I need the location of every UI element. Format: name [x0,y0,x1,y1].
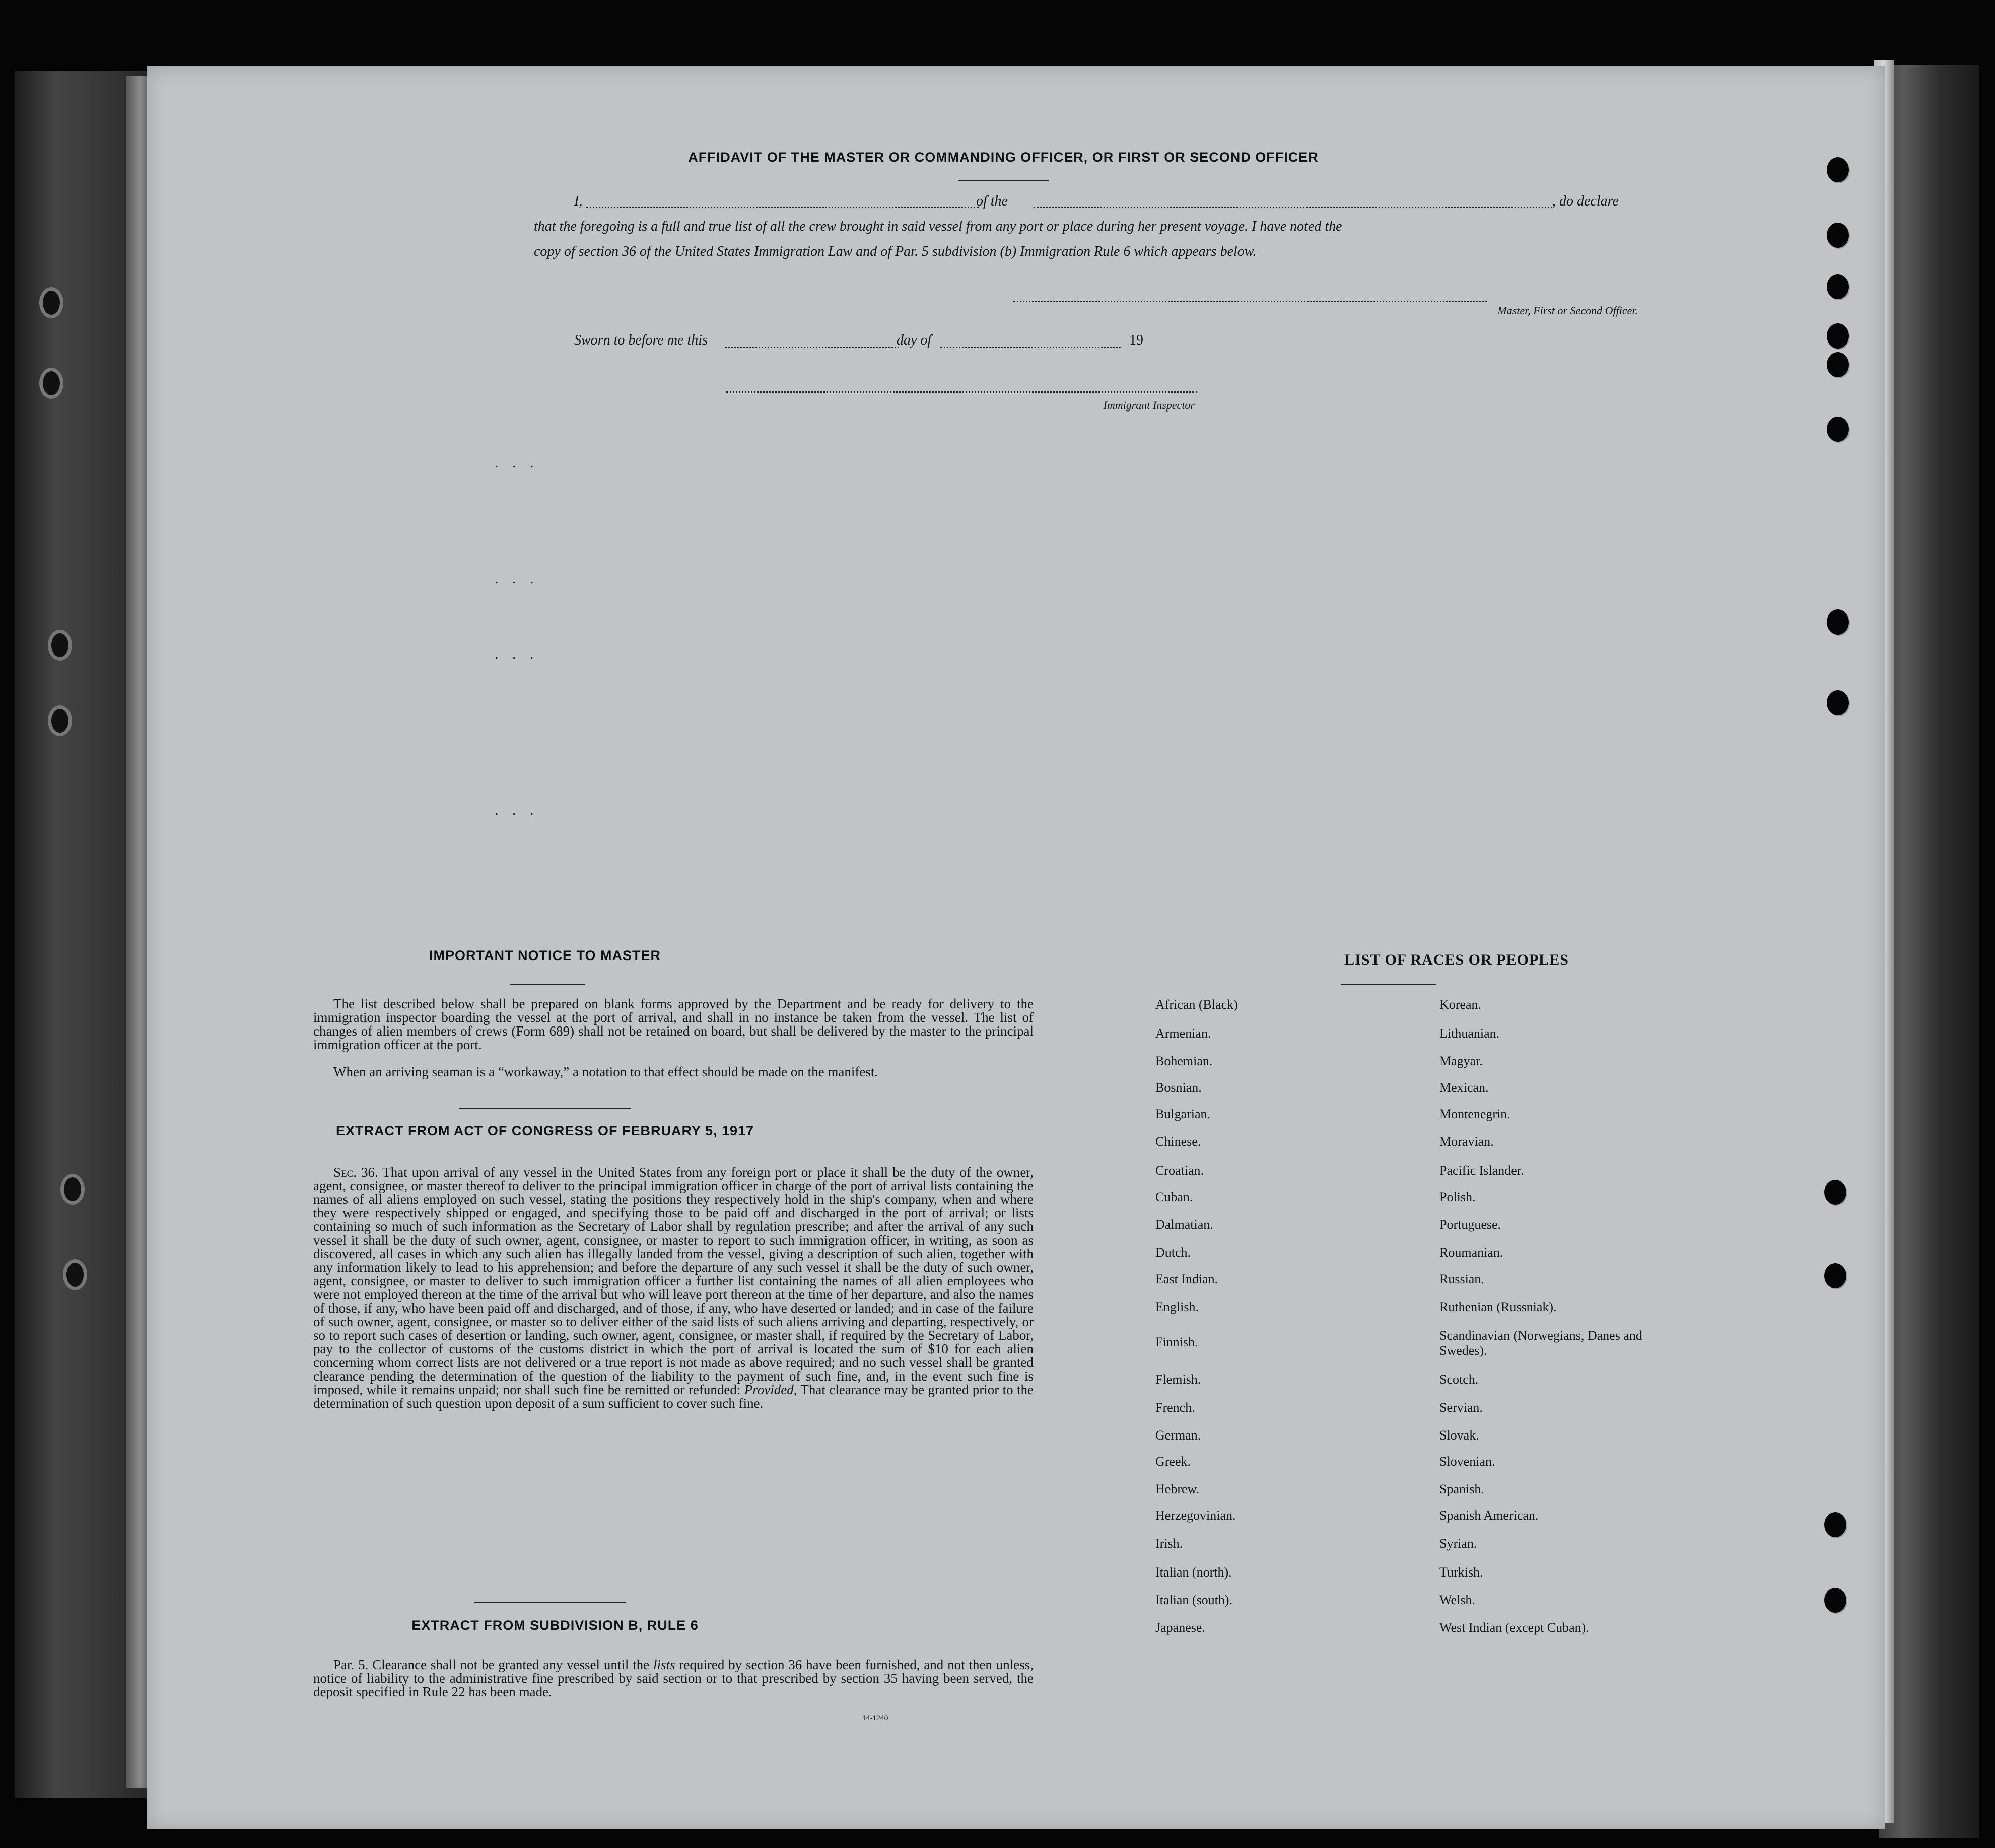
punch-hole [1824,1512,1846,1537]
rule-extract-text [313,1658,1034,1699]
race-entry: Italian (north). [1155,1565,1232,1580]
document-page [147,66,1885,1829]
notice-title: IMPORTANT NOTICE TO MASTER [429,948,661,963]
race-entry: Irish. [1155,1536,1183,1551]
race-entry: Bohemian. [1155,1054,1213,1068]
form-number: 14-1240 [862,1714,888,1722]
race-entry: Cuban. [1155,1190,1193,1204]
race-entry: English. [1155,1299,1199,1314]
race-entry: African (Black) [1155,997,1238,1012]
provided-word: Provided, [744,1382,797,1397]
binder-ring [60,1174,85,1205]
sworn-month-field[interactable] [940,347,1121,348]
race-entry: Scotch. [1439,1372,1479,1387]
master-signature-field[interactable] [1013,301,1487,302]
race-entry: Roumanian. [1439,1245,1503,1260]
race-entry: Scandinavian (Norwegians, Danes and Swedes). [1439,1328,1642,1358]
race-entry: Spanish American. [1439,1508,1539,1523]
punch-hole [1827,323,1849,349]
punch-hole [1827,690,1849,715]
affidavit-title: AFFIDAVIT OF THE MASTER OR COMMANDING OFFICER, OR FIRST OR SECOND OFFICER [688,150,1319,165]
sworn-day-field[interactable] [725,347,899,348]
race-entry: Bosnian. [1155,1080,1202,1095]
race-entry: West Indian (except Cuban). [1439,1620,1589,1635]
race-entry: Polish. [1439,1190,1476,1204]
right-shadow [1879,65,1979,1838]
race-entry: Korean. [1439,997,1482,1012]
lists-word: lists [653,1657,675,1672]
race-entry: Herzegovinian. [1155,1508,1236,1523]
affidavit-line-2: that the foregoing is a full and true list of all the crew brought in said vessel from any port or place during her present voyage. I have noted the [534,219,1342,234]
binder-ring [39,287,63,318]
race-entry: Chinese. [1155,1134,1201,1149]
race-entry: Welsh. [1439,1593,1475,1607]
rule-extract-b: required by section 36 have been furnished, and not then unless, notice of liability to the administrative fine prescribed by said section or to that prescribed by section 35 having been served, the deposit specified in Rule 22 has been made. [313,1657,1034,1699]
stray-mark: . . . [495,802,539,818]
act-extract-end: That clearance may be granted prior to the determination of such question upon deposit of a sum sufficient to cover such fine. [313,1382,1034,1411]
punch-hole [1824,1180,1846,1205]
race-entry: Pacific Islander. [1439,1163,1524,1178]
punch-hole [1827,352,1849,377]
race-entry: Slovak. [1439,1428,1479,1443]
act-extract-title: EXTRACT FROM ACT OF CONGRESS OF FEBRUARY 5, 1917 [335,1123,754,1138]
race-entry: Spanish. [1439,1482,1484,1496]
notice-paragraph-2: When an arriving seaman is a “workaway,” a notation to that effect should be made on the manifest. [333,1064,878,1079]
race-entry: Moravian. [1439,1134,1494,1149]
race-entry: Slovenian. [1439,1454,1495,1469]
stray-mark: . . . [495,454,539,471]
race-entry: Lithuanian. [1439,1026,1500,1041]
year-prefix: 19 [1129,332,1143,348]
race-entry: Syrian. [1439,1536,1477,1551]
punch-hole [1824,1588,1846,1613]
race-entry: French. [1155,1400,1195,1415]
binder-ring [63,1259,87,1290]
race-entry: Servian. [1439,1400,1483,1415]
binder-ring [48,630,72,661]
divider [958,180,1049,181]
punch-hole [1824,1263,1846,1288]
race-entry: Dalmatian. [1155,1217,1213,1232]
notice-paragraph-1: The list described below shall be prepared on blank forms approved by the Department and be ready for delivery to the immigration inspector boarding the vessel at the port of arrival, and shall in no instance be taken from the vessel. The list of changes of alien members of crews (Form 689) shall not be retained on board, but shall be delivered by the master to the principal immigration officer at the port. [313,996,1034,1052]
affidavit-do-declare: , do declare [1552,193,1619,209]
divider [1341,984,1436,985]
punch-hole [1827,609,1849,635]
race-entry: Montenegrin. [1439,1107,1510,1121]
divider [474,1602,626,1603]
race-entry: East Indian. [1155,1272,1218,1286]
affidavit-of-the: of the [976,193,1008,209]
act-extract-body: That upon arrival of any vessel in the United States from any foreign port or place it shall be the duty of the owner, agent, consignee, or master thereof to deliver to the principal immigration officer in charge of the port of arrival lists containing the names of all aliens employed on such vessel, stating the positions they respectively hold in the ship's company, when and where they were respectively shipped or engaged, and specifying those to be paid off and discharged in the port of arrival; or lists containing so much of such information as the Secretary of Labor shall by regulation prescribe; and after the arrival of any such vessel it shall be the duty of such owner, agent, consignee, or master to report to such immigration officer, in writing, as soon as discovered, all cases in which any such alien has illegally landed from the vessel, giving a description of such alien, together with any information likely to lead to his apprehension; and before the departure of any such vessel it shall be the duty of such owner, agent, consignee, or master to deliver to such immigration officer a further list containing the names of all alien employees who were not employed thereon at the time of the arrival but who will leave port thereon at the time of her departure, and also the names of those, if any, who have been paid off and discharged, and of those, if any, who have deserted or landed; and in case of the failure of such owner, agent, consignee, or master so to deliver either of the said lists of such aliens arriving and departing, respectively, or so to report such cases of desertion or landing, such owner, agent, consignee, or master shall, if required by the Secretary of Labor, pay to the collector of customs of the customs district in which the port of arrival is located the sum of $10 for each alien concerning whom correct lists are not delivered or a true report is not made as above required; and no such vessel shall be granted clearance pending the determination of the question of the liability to the payment of such fine, and, in the event such fine is imposed, while it remains unpaid; nor shall such fine be remitted or refunded: [313,1165,1034,1397]
affidavit-i-label: I, [574,193,583,209]
rule-extract-title: EXTRACT FROM SUBDIVISION B, RULE 6 [411,1618,699,1633]
race-entry: Croatian. [1155,1163,1204,1178]
race-entry: Magyar. [1439,1054,1483,1068]
race-entry: Finnish. [1155,1335,1198,1349]
race-entry: Ruthenian (Russniak). [1439,1299,1557,1314]
races-title: LIST OF RACES OR PEOPLES [1344,951,1569,968]
race-entry: Armenian. [1155,1026,1211,1041]
master-name-field[interactable] [586,207,979,208]
rule-extract-a: Par. 5. Clearance shall not be granted any vessel until the [333,1657,650,1672]
race-entry: Dutch. [1155,1245,1191,1260]
sworn-label: Sworn to before me this [574,332,708,348]
section-label: Sec. 36. [333,1165,378,1180]
affidavit-line-3: copy of section 36 of the United States Immigration Law and of Par. 5 subdivision (b) Immigration Rule 6 which appears below. [534,244,1257,259]
race-entry: Flemish. [1155,1372,1201,1387]
race-entry: Italian (south). [1155,1593,1233,1607]
race-entry: Hebrew. [1155,1482,1200,1496]
binder-ring [48,705,72,736]
divider [510,984,585,985]
divider [459,1108,631,1109]
act-extract-text [313,1166,1034,1410]
race-entry: Bulgarian. [1155,1107,1211,1121]
master-signature-caption: Master, First or Second Officer. [1497,304,1638,317]
race-entry: Mexican. [1439,1080,1489,1095]
race-entry: Turkish. [1439,1565,1483,1580]
punch-hole [1827,417,1849,442]
punch-hole [1827,274,1849,299]
punch-hole [1827,223,1849,248]
vessel-name-field[interactable] [1034,207,1552,208]
race-entry: Russian. [1439,1272,1484,1286]
inspector-caption: Immigrant Inspector [1103,399,1195,412]
race-entry: Greek. [1155,1454,1191,1469]
race-entry: Portuguese. [1439,1217,1501,1232]
race-entry: Japanese. [1155,1620,1205,1635]
day-of-label: day of [897,332,932,348]
punch-hole [1827,157,1849,182]
race-entry: German. [1155,1428,1201,1443]
inspector-signature-field[interactable] [726,391,1197,393]
binder-ring [39,368,63,399]
stray-mark: . . . [495,570,539,587]
stray-mark: . . . [495,646,539,662]
